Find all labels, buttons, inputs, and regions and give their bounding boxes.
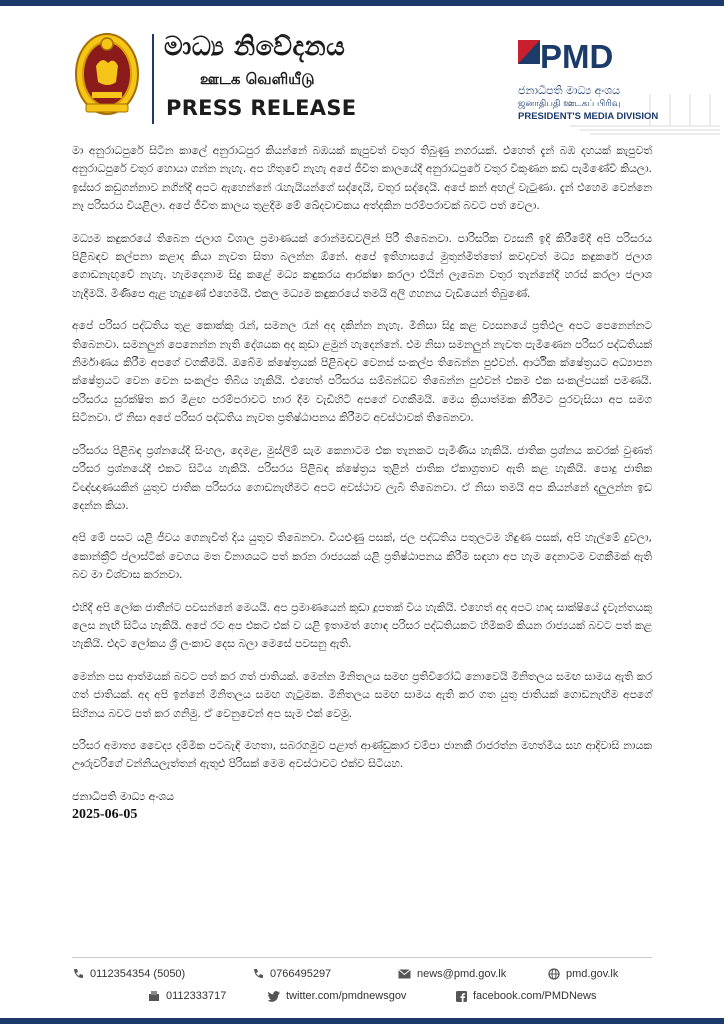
- phone-2-text: 0766495297: [270, 968, 332, 980]
- letterhead: [0, 6, 724, 134]
- paragraph-4: පරිසරය පිළිබඳ ප්‍රශ්නයේදී සිංහල, දෙමළ, මුස්ලිම් සැම කෙනාටම එක තැනකට පැමිණිය හැකියි. ජාතික ප්‍රශ්නය කවරක් වුණත් පරිසර ප්‍රශ්නයේදී එකට සිටිය හැකියි. පරිසරය පිළිබඳ ක්ෂේත්‍රය තුළින් ජාතික ඒකාග්‍රතාව ඇති කළ හැකියි. පොදු ජාතික විඥ්ඥාණයකින් යුතුව ජාතික පරිසරය ගොඩනැඟීමට අපට අවස්ථාව ලැබී තිබෙනවා. ඒ නිසා තමයි අප කියන්නේ දලුලන්න ඉඩ දෙන්න කියා.: [72, 443, 652, 512]
- paragraph-2: මධ්‍යම කඳුකරයේ තිබෙන ජලාශ විශාල ප්‍රමාණයක් රොන්මඩවලින් පිරී තිබෙනවා. පාරිසරික ව්‍යසනී ඉදි කිරීමේදී අපි පරිසරය පිළිබඳව කල්පනා කළාද කියා නැවත සිතා බලන්න ඕනේ. අපේ ඉතිහාසයේ මුතුන්මිත්තෝ කවදාවත් මධ්‍ය කඳුකරේ ජලාශ ගොඩනැඟුවේ නැහැ. හැමදෙනාම සිදු කළේ මධ්‍ය කඳුකරය ආරක්ෂා කරලා එයින් ලැබෙන වතුර තැන්නේදී හරස් කරලා ජලාශ හැදීමයි. මිණිපෙ ඇළ හැදුණේ එහෙමයි. එකල මධ්‍යම කඳුකරයේ තමයි අලි ගහනය වැඩියෙන් තිබුණේ.: [72, 231, 652, 300]
- email-text: news@pmd.gov.lk: [417, 968, 507, 980]
- email-link[interactable]: [398, 968, 506, 980]
- fax[interactable]: [148, 990, 226, 1002]
- facebook-link[interactable]: [456, 990, 597, 1002]
- twitter-text: twitter.com/pmdnewsgov: [286, 990, 407, 1002]
- signature-org: ජනාධිපති මාධ්‍ය අංශය: [72, 789, 175, 803]
- paragraph-6: එහිදී අපි ලෝක ජාතීන්ට පවසන්නේ මෙයයි. අප ප්‍රමාණයෙන් කුඩා දූපතක් විය හැකියි. එහෙත් අද අපට හෘද සාක්ෂියේ දැවැන්තයකු ලෙස නැඟී සිටිය හැකියි. අපේ රට අප එකට එක් ව යළි ඉතාමත් හොඳ පරිසර පද්ධතියකට හිමිකම් කියන රාජ්‍යයක් බවට පත් කළ හැකියි. එදාට ලෝකය ශ්‍රී ලංකාව දෙස බලා මෙසේ පවසනු ඇති.: [72, 600, 652, 651]
- press-release-body: [72, 142, 652, 824]
- sri-lanka-emblem-icon: [72, 30, 142, 120]
- footer-row-1: [72, 968, 662, 990]
- footer-row-2: [72, 990, 662, 1012]
- phone-icon: [72, 968, 84, 980]
- pmd-logo-text: PMD: [540, 38, 614, 75]
- paragraph-7: මෙන්න පස ආත්මයක් බවට පත් කර ගත් ජාතියක්. මෙන්න මිනිතලය සමඟ ප්‍රතිවිරෝධී නොවෙයි මිනිතලය සමඟ සාමය ඇති කර ගත් ජාතියක්. අද අපි ඉන්නේ මිනිතලය සමඟ ගැටුමක. මිනිතලය සමඟ සාමය ඇති කර ගත යුතු ජාතියක් ගොඩනැඟීම අපගේ සිහිනය බවට පත් කර ගනිමු. ඒ වෙනුවෙන් අප සැම එක් වෙමු.: [72, 669, 652, 720]
- fax-text: 0112333717: [166, 990, 227, 1002]
- title-english: PRESS RELEASE: [166, 96, 357, 120]
- twitter-icon: [268, 991, 280, 1002]
- fax-icon: [148, 990, 160, 1002]
- twitter-link[interactable]: [268, 990, 406, 1002]
- contact-footer: [72, 968, 662, 1012]
- globe-icon: [548, 968, 560, 980]
- phone-1-text: 0112354354 (5050): [90, 968, 186, 980]
- paragraph-3: අපේ පරිසර පද්ධතිය තුළ කොක්කු රැන්, සමනල රැන් අද දකින්න නැහැ. මිනිසා සිදු කළ ව්‍යසනයේ ප්‍රතිඵල අපට පෙනෙන්නට තිබෙනවා. සමනලුන් පෙනෙන්න නැති දේශයක අද කුඩා ළමුන් හැදෙන්නේ. එම නිසා සමනලුන් නැවත පැමිණෙන පරිසර පද්ධතියක් නිර්මාණය කිරීම අපගේ වගකීමයි. ඔබේම ක්ෂේත්‍රයක් පිළිබඳව වෙනස් සංකල්ප තිබෙන්න පුළුවන්. ආර්ථික ක්ෂේත්‍රයට අධ්‍යාපන ක්ෂේත්‍රයට වෙන වෙන සංකල්ප තිබිය හැකියි. එහෙත් පරිසරය සම්බන්ධව තිබෙන්න පුළුවන් එකම එක සංකල්පයක් පමණයි. පරිසරය සුරක්ෂිත කර මීළඟ පරම්පරාවට භාර දීම වැඩිහිටි අපගේ වගකීමයි. මෙය ක්‍රියාත්මක කිරීමට පුරවැසියා අප සමග සිටිනවා. ඒ නිසා අපේ පරිසර පද්ධතිය නැවත ප්‍රතිෂ්ඨාපනය කිරීමට අවස්ථාවක් තිබෙනවා.: [72, 319, 652, 425]
- phone-icon: [252, 968, 264, 980]
- footer-divider: [72, 957, 652, 958]
- paragraph-5: අපි මේ පසට යළි ජීවය ගෙනැවිත් දිය යුතුව තිබෙනවා. වියළුණු පසක්, ජල පද්ධතිය පතුලටම හිඳුණ පසක්, අපි හැල්මේ දුවලා, කොන්ක්‍රීට් ප්ලාස්ටික් වෙගය මත විනාශයට පත් කරන රාජ්‍යයක් යළි ප්‍රතිෂ්ඨාපනය කිරීම සඳහා අප හැම දෙනාටම වගකීමක් ඇති බව මා විශ්වාස කරනවා.: [72, 531, 652, 582]
- phone-1[interactable]: [72, 968, 185, 980]
- bottom-accent-bar: [0, 1018, 724, 1024]
- release-date: 2025-06-05: [72, 806, 138, 822]
- paragraph-8: පරිසර අමාත්‍ය වෛද්‍ය දම්මික පටබැඳි මහතා, සබරගමුව පළාත් ආණ්ඩුකාර චම්පා ජානකී රාජරත්න මහත්මිය සහ ආදිවාසි නායක ඌරුවරිගේ වන්නියලැත්තන් ඇතුළු පිරිසක් මෙම අවස්ථාවට එක්ව සිටියහ.: [72, 738, 652, 771]
- website-link[interactable]: [548, 968, 618, 980]
- paragraph-1: මා අනුරාධපුරේ සිටින කාලේ අනුරාධපුර කියන්නේ බඹයක් කැපුවත් වතුර තිබුණු නගරයක්. එහෙත් දැන් බඹ දහයක් කැපුවත් අනුරාධපුරේ වතුර හොයා ගන්න නැහැ. අප හිතුවේ නැහැ අපේ ජීවිත කාලයේදී අනුරාධපුරේ වතුර විකුණන කඩ පැමිණේවි කියලා. ඉස්සර කඩුගන්නාව නගින්දී අපට ඇහෙන්නේ රැහැයියන්ගේ සද්දෙයි, වතුර සද්දෙයි. අපේ කන් අඟල් වැටුණා. දැන් එහෙම වෙන්නෙ නෑ පරිසරය වියළිලා. අපේ ජීවිත කාලය තුළදීම මේ ඛේදවාචකය අත්දකින පරම්පරාවක් බවට පත් වෙලා.: [72, 144, 652, 213]
- facebook-icon: [456, 991, 467, 1002]
- website-text: pmd.gov.lk: [566, 968, 619, 980]
- org-name-english: PRESIDENT'S MEDIA DIVISION: [518, 111, 659, 122]
- phone-2[interactable]: [252, 968, 331, 980]
- signature-block: [72, 788, 652, 824]
- title-sinhala: මාධ්‍ය නිවේදනය: [164, 32, 346, 62]
- org-name-sinhala: ජනාධිපති මාධ්‍ය අංශය: [518, 84, 621, 97]
- title-tamil: ஊடக வெளியீடு: [200, 70, 315, 88]
- org-name-tamil: ஜனாதிபதி ஊடகப் பிரிவு: [518, 99, 621, 109]
- facebook-text: facebook.com/PMDNews: [473, 990, 597, 1002]
- header-divider: [152, 34, 154, 124]
- email-icon: [398, 969, 411, 979]
